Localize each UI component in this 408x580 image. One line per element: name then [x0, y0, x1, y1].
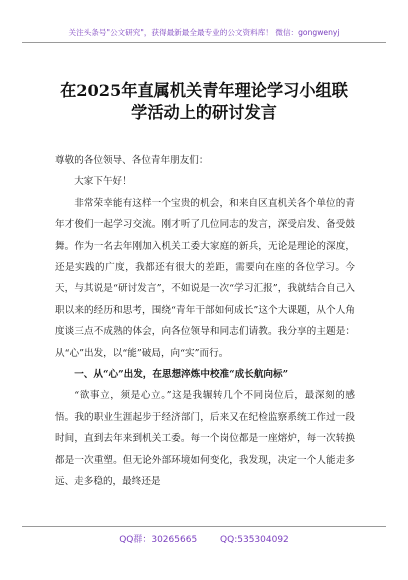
- salutation: 尊敬的各位领导、各位青年朋友们：: [55, 155, 209, 166]
- title-line-1: 在2025年直属机关青年理论学习小组联: [60, 81, 348, 100]
- header-divider: [22, 42, 386, 43]
- greeting: 大家下午好！: [74, 176, 132, 188]
- paragraph-2: “欲事立，须是心立。”这是我辗转几个不同岗位后，最深刻的感悟。我的职业生涯起步于经济部门，后来又在纪检监察系统工作过一段时间，直到去年来到机关工委。每一个岗位都是一座熔炉，每一次转换都是一次重塑。但无论外部环境如何变化，我发现，决定一个人能走多远、走多稳的，最终还是: [55, 390, 355, 488]
- title-line-2: 学活动上的研讨发言: [131, 103, 277, 122]
- document-body: [55, 150, 355, 493]
- footer: [0, 532, 408, 545]
- document-title: [40, 80, 368, 124]
- footer-divider: [22, 526, 386, 527]
- footer-qq: QQ:535304092: [220, 535, 289, 545]
- section-heading-1: 一、从“心”出发，在思想淬炼中校准“成长航向标”: [74, 369, 289, 381]
- footer-qq-group: QQ群：30265665: [119, 535, 198, 545]
- header-note: 关注头条号"公文研究"，获得最新最全最专业的公文资料库！ 微信：gongwenyj: [68, 28, 340, 37]
- paragraph-1: 非常荣幸能有这样一个宝贵的机会，和来自区直机关各个单位的青年才俊们一起学习交流。刚才听了几位同志的发言，深受启发、备受鼓舞。作为一名去年刚加入机关工委大家庭的新兵，无论是理论的深度，还是实践的广度，我都还有很大的差距，需要向在座的各位学习。今天，与其说是“研讨发言”，不如说是一次“学习汇报”，我就结合自己入职以来的经历和思考，围绕“青年干部如何成长”这个大课题，从个人角度谈三点不成熟的体会，向各位领导和同志们请教。我分享的主题是：从“心”出发，以“能”破局，向“实”而行。: [55, 197, 355, 359]
